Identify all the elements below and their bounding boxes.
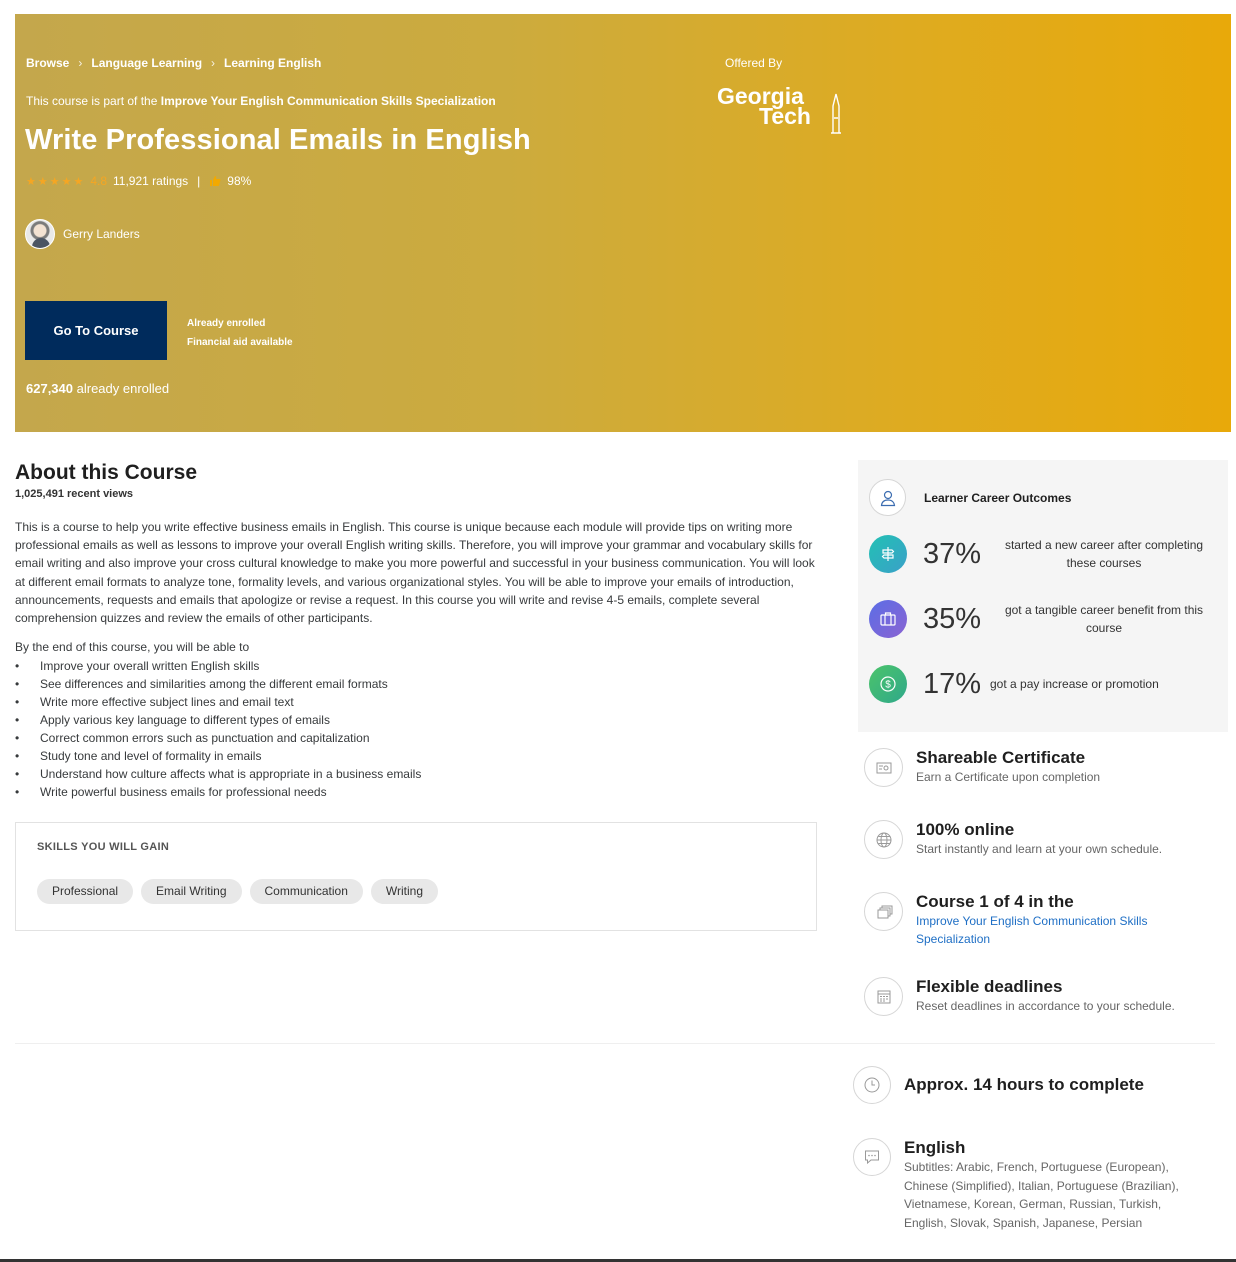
stat-percentage: 37% — [923, 537, 982, 570]
breadcrumb — [26, 56, 321, 70]
course-description: This is a course to help you write effective business emails in English. This course is unique because each module will provide tips on writing more professional emails as well as lessons to improve your overall English writing skills. Therefore, you will improve your grammar and vocabulary skills for email writing and also improve your cross cultural knowledge to make you more powerful and successful in your business communication. You will look at different email formats to analyze tone, formality levels, and various organizational styles. You will be able to improve your emails of introduction, announcements, requests and emails that apologize or revise a request. In this course you will write and revise 4-5 emails, complete several comprehension quizzes and review the emails of other participants. — [15, 520, 815, 626]
avatar — [25, 219, 55, 249]
list-item: • Correct common errors such as punctuation and capitalization — [15, 729, 421, 747]
like-percentage: 98% — [227, 174, 252, 188]
feature-subtitle: Reset deadlines in accordance to your schedule. — [916, 999, 1175, 1013]
chat-icon — [853, 1138, 891, 1176]
skill-tag[interactable]: Communication — [250, 879, 363, 904]
feature-title: Shareable Certificate — [916, 748, 1086, 767]
course-title: Write Professional Emails in English — [25, 124, 531, 156]
chevron-right-icon: › — [78, 56, 83, 70]
skill-tag[interactable]: Writing — [371, 879, 438, 904]
logo-line2: Tech — [759, 103, 811, 129]
career-outcomes-title: Learner Career Outcomes — [924, 490, 1072, 505]
go-to-course-button[interactable]: Go To Course — [25, 301, 167, 360]
stat-description: got a tangible career benefit from this course — [1004, 603, 1204, 635]
rating-value: 4.8 — [90, 174, 107, 188]
specialization-prefix: This course is part of the — [26, 94, 158, 108]
enroll-status — [187, 314, 293, 352]
course-hero — [15, 14, 1231, 432]
star-rating-icon: ★★★★★ — [26, 175, 86, 188]
svg-text:$: $ — [885, 679, 891, 691]
specialization-link[interactable]: Improve Your English Communication Skills Specialization — [916, 914, 1148, 946]
feature-language — [853, 1138, 1199, 1232]
language-title: English — [904, 1138, 966, 1157]
breadcrumb-learning-english[interactable]: Learning English — [224, 56, 322, 70]
stack-icon — [864, 892, 903, 931]
certificate-icon — [864, 748, 903, 787]
list-item: • Study tone and level of formality in emails — [15, 747, 421, 765]
list-item: • Understand how culture affects what is appropriate in a business emails — [15, 765, 421, 783]
list-item: • Write powerful business emails for professional needs — [15, 783, 421, 801]
stat-percentage: 35% — [923, 602, 982, 635]
enrolled-number: 627,340 — [26, 381, 73, 396]
skills-section — [15, 822, 817, 931]
outcomes-intro: By the end of this course, you will be able to — [15, 640, 250, 654]
career-stat — [869, 665, 1212, 703]
list-item: • Apply various key language to different types of emails — [15, 711, 421, 729]
stat-description: started a new career after completing these courses — [1004, 538, 1204, 570]
list-item: • Improve your overall written English skills — [15, 657, 421, 675]
stat-percentage: 17% — [923, 667, 982, 700]
subtitles-list: Subtitles: Arabic, French, Portuguese (European), Chinese (Simplified), Italian, Portuguese (Brazilian), Vietnamese, Korean, German, Russian, Turkish, English, Slovak, Spanish, Japanese, Persian — [904, 1160, 1179, 1230]
feature-certificate — [864, 748, 1100, 787]
calendar-icon — [864, 977, 903, 1016]
skills-list — [37, 879, 438, 904]
ratings-count[interactable]: 11,921 ratings — [113, 174, 189, 188]
enrolled-suffix: already enrolled — [76, 381, 170, 396]
instructor-name: Gerry Landers — [63, 227, 140, 241]
stat-description: got a pay increase or promotion — [990, 677, 1159, 691]
person-icon — [869, 479, 906, 516]
feature-deadlines — [864, 977, 1175, 1016]
hours-title: Approx. 14 hours to complete — [904, 1075, 1144, 1094]
skill-tag[interactable]: Professional — [37, 879, 133, 904]
clock-icon — [853, 1066, 891, 1104]
feature-online — [864, 820, 1162, 859]
skills-title: SKILLS YOU WILL GAIN — [37, 841, 170, 853]
feature-title: Flexible deadlines — [916, 977, 1063, 996]
enrolled-count — [26, 381, 169, 396]
career-stat — [869, 600, 1215, 638]
recent-views: 1,025,491 recent views — [15, 488, 134, 500]
signpost-icon — [869, 535, 907, 573]
feature-title: Course 1 of 4 in the — [916, 892, 1074, 911]
chevron-right-icon: › — [211, 56, 216, 70]
rating-separator: | — [197, 174, 201, 188]
career-outcomes-header — [869, 479, 1071, 516]
georgia-tech-logo[interactable] — [715, 78, 845, 136]
section-divider — [15, 1043, 1215, 1044]
briefcase-icon — [869, 600, 907, 638]
rating-row — [26, 174, 251, 188]
feature-hours — [853, 1066, 1144, 1104]
financial-aid-link[interactable]: Financial aid available — [187, 337, 293, 348]
about-title: About this Course — [15, 461, 197, 484]
breadcrumb-language-learning[interactable]: Language Learning — [91, 56, 203, 70]
globe-icon — [864, 820, 903, 859]
feature-specialization — [864, 892, 1186, 948]
logo-line1: Georgia — [717, 83, 804, 109]
already-enrolled-label: Already enrolled — [187, 318, 266, 329]
offered-by-label: Offered By — [725, 56, 783, 70]
thumbs-up-icon — [209, 175, 221, 187]
feature-subtitle: Start instantly and learn at your own schedule. — [916, 842, 1163, 856]
instructor[interactable] — [25, 219, 140, 249]
specialization-note — [26, 94, 496, 108]
dollar-icon — [869, 665, 907, 703]
feature-subtitle: Earn a Certificate upon completion — [916, 770, 1101, 784]
career-stat — [869, 535, 1215, 573]
breadcrumb-browse[interactable]: Browse — [26, 56, 70, 70]
outcomes-list — [15, 657, 421, 801]
career-outcomes — [858, 460, 1228, 732]
specialization-link[interactable]: Improve Your English Communication Skills Specialization — [160, 94, 496, 108]
skill-tag[interactable]: Email Writing — [141, 879, 241, 904]
list-item: • Write more effective subject lines and email text — [15, 693, 421, 711]
feature-title: 100% online — [916, 820, 1015, 839]
list-item: • See differences and similarities among the different email formats — [15, 675, 421, 693]
